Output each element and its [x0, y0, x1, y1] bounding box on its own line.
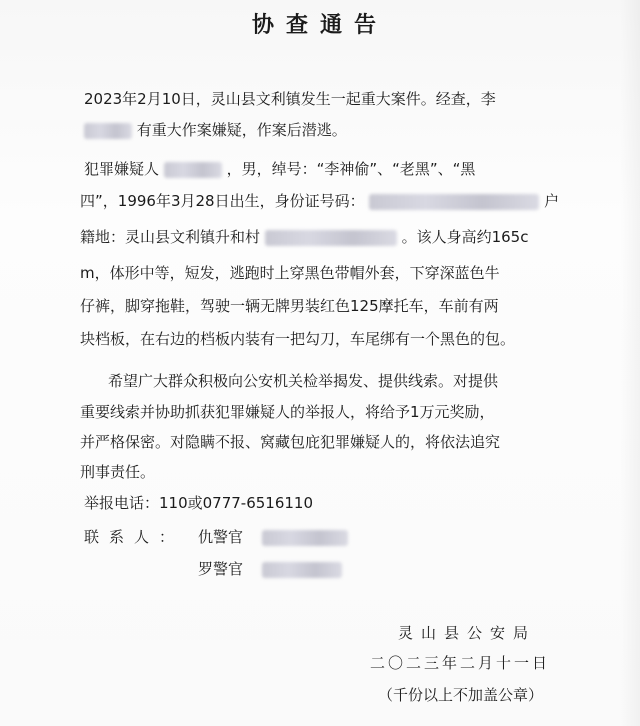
contact-2-name: 罗警官: [198, 560, 244, 578]
paragraph-3-line-2: 重要线索并协助抓获犯罪嫌疑人的举报人，将给予1万元奖励，: [80, 403, 495, 421]
redacted-address: [265, 230, 397, 246]
paragraph-3-line-1: 希望广大群众积极向公安机关检举揭发、提供线索。对提供: [108, 372, 499, 390]
contact-label: 联系人：: [84, 528, 185, 546]
residence-text: 籍地：灵山县文利镇升和村: [80, 228, 261, 246]
paragraph-3-line-3: 并严格保密。对隐瞒不报、窝藏包庇犯罪嫌疑人的，将依法追究: [80, 433, 501, 451]
redacted-suspect-name: [164, 162, 222, 178]
paragraph-2-line-4: m，体形中等，短发，逃跑时上穿黑色带帽外套，下穿深蓝色牛: [80, 264, 500, 282]
paragraph-2-line-2: [80, 190, 559, 212]
page-edge-shadow: [620, 0, 640, 726]
contact-2: [198, 558, 342, 580]
seal-note: （千份以上不加盖公章）: [378, 686, 544, 704]
paragraph-3-line-4: 刑事责任。: [80, 463, 156, 481]
paragraph-1-line-1: 2023年2月10日，灵山县文利镇发生一起重大案件。经查，李: [84, 90, 496, 108]
contact-1-name: 仇警官: [198, 528, 244, 546]
paragraph-1-line-2-text: 有重大作案嫌疑，作案后潜逃。: [136, 121, 347, 139]
height-text: 。该人身高约165c: [401, 228, 529, 246]
hotline: 举报电话：110或0777-6516110: [84, 494, 314, 512]
paragraph-2-line-6: 块档板，在右边的档板内装有一把勾刀，车尾绑有一个黑色的包。: [80, 330, 516, 348]
redacted-name: [84, 123, 132, 139]
contact-1: [198, 526, 348, 548]
paragraph-1-line-2: [84, 119, 347, 141]
suspect-nicknames: ，男，绰号：“李神偷”、“老黑”、“黑: [226, 160, 476, 178]
issuer: 灵山县公安局: [398, 624, 537, 642]
suspect-label: 犯罪嫌疑人: [84, 160, 160, 178]
redacted-contact-1: [262, 530, 348, 546]
hukou-char: 户: [544, 192, 560, 210]
paragraph-2-line-5: 仔裤，脚穿拖鞋，驾驶一辆无牌男装红色125摩托车，车前有两: [80, 297, 499, 315]
redacted-contact-2: [262, 562, 342, 578]
paragraph-2-line-3: [80, 226, 528, 248]
redacted-id-number: [369, 194, 539, 210]
birth-id-text: 四”，1996年3月28日出生，身份证号码：: [80, 192, 365, 210]
notice-title: 协查通告: [251, 12, 388, 38]
issue-date: 二〇二三年二月十一日: [370, 654, 551, 672]
paragraph-2-line-1: [84, 158, 475, 180]
